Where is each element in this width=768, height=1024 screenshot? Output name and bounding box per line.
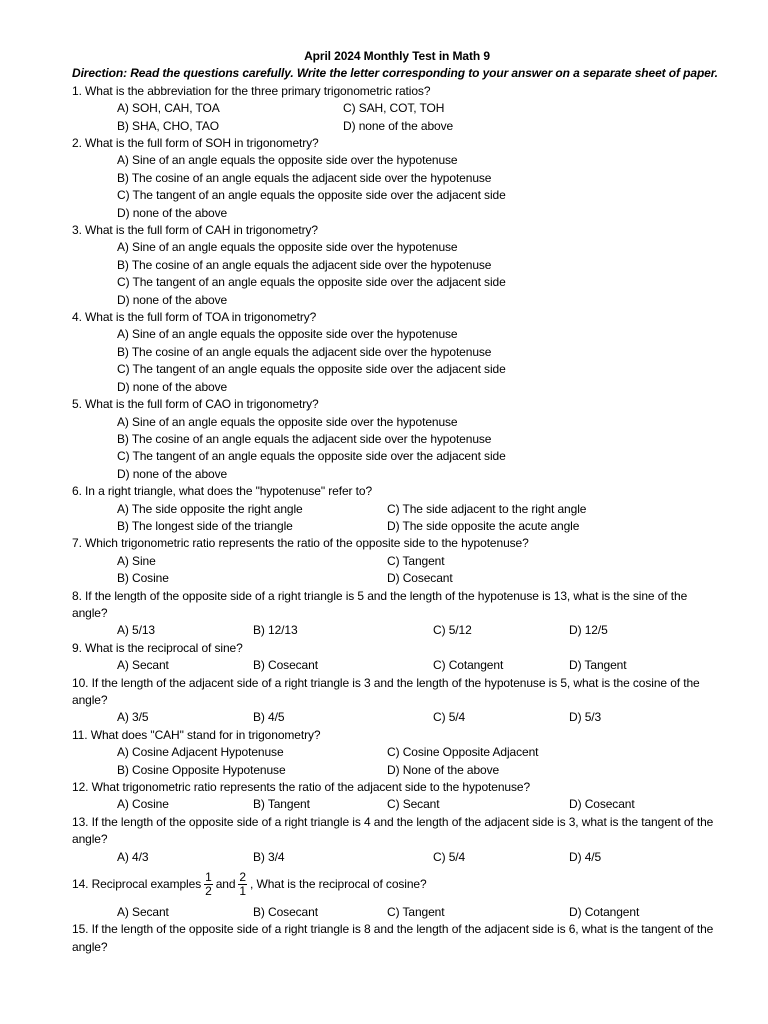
question-14-prefix: 14. Reciprocal examples — [72, 877, 202, 892]
option-d: D) 5/3 — [569, 710, 602, 725]
option-a: A) SOH, CAH, TOA — [117, 101, 220, 116]
question-14-and: and — [215, 877, 236, 892]
option-b: B) SHA, CHO, TAO — [117, 118, 219, 133]
option-b: B) 3/4 — [253, 849, 285, 864]
option-b: B) Cosine Opposite Hypotenuse — [117, 762, 286, 777]
option-a: A) Secant — [117, 904, 169, 919]
options-list — [72, 152, 722, 222]
option-c: C) 5/4 — [433, 849, 466, 864]
option-c: C) Cosine Opposite Adjacent — [387, 745, 539, 760]
option-a: A) 4/3 — [117, 849, 149, 864]
options-row — [72, 518, 722, 535]
options-row — [72, 118, 722, 135]
option-a: A) Sine of an angle equals the opposite side over the hypotenuse — [117, 240, 458, 255]
option-d: D) Cotangent — [569, 904, 640, 919]
question-9: 9. What is the reciprocal of sine? — [72, 640, 243, 655]
options-row — [72, 501, 722, 518]
option-d: D) The side opposite the acute angle — [387, 518, 580, 533]
option-a: A) Sine of an angle equals the opposite side over the hypotenuse — [117, 414, 458, 429]
option-a: A) Sine of an angle equals the opposite side over the hypotenuse — [117, 327, 458, 342]
question-3: 3. What is the full form of CAH in trigonometry? — [72, 223, 318, 238]
fraction-numerator: 2 — [239, 870, 246, 885]
question-1: 1. What is the abbreviation for the three primary trigonometric ratios? — [72, 83, 431, 98]
fraction-denominator: 1 — [239, 884, 246, 899]
option-d: D) none of the above — [343, 118, 454, 133]
option-b: B) Cosine — [117, 571, 169, 586]
option-d: D) Cosecant — [387, 571, 453, 586]
options-list — [72, 239, 722, 309]
option-b: B) The cosine of an angle equals the adjacent side over the hypotenuse — [117, 257, 492, 272]
option-d: D) none of the above — [117, 292, 228, 307]
option-a: A) Cosine — [117, 797, 169, 812]
options-row — [72, 796, 722, 813]
option-c: C) The tangent of an angle equals the opposite side over the adjacent side — [117, 275, 506, 290]
option-c: C) 5/12 — [433, 623, 472, 638]
question-15: 15. If the length of the opposite side of a right triangle is 8 and the length of the adjacent side is 6, what is the tangent of the angle? — [72, 922, 714, 954]
option-b: B) Cosecant — [253, 658, 318, 673]
options-row — [72, 709, 722, 726]
question-11: 11. What does "CAH" stand for in trigonometry? — [72, 727, 321, 742]
option-d: D) None of the above — [387, 762, 500, 777]
directions: Direction: Read the questions carefully. Write the letter corresponding to your answer on a separate sheet of paper. — [72, 66, 718, 81]
option-b: B) The longest side of the triangle — [117, 518, 293, 533]
option-a: A) 5/13 — [117, 623, 155, 638]
option-a: A) The side opposite the right angle — [117, 501, 303, 516]
option-d: D) Cosecant — [569, 797, 635, 812]
option-c: C) Tangent — [387, 553, 445, 568]
option-a: A) Cosine Adjacent Hypotenuse — [117, 745, 284, 760]
options-row — [72, 100, 722, 117]
question-4: 4. What is the full form of TOA in trigonometry? — [72, 310, 317, 325]
question-7: 7. Which trigonometric ratio represents the ratio of the opposite side to the hypotenuse? — [72, 536, 529, 551]
option-d: D) none of the above — [117, 205, 228, 220]
option-c: C) The tangent of an angle equals the opposite side over the adjacent side — [117, 449, 506, 464]
option-c: C) Secant — [387, 797, 440, 812]
options-list — [72, 326, 722, 396]
option-c: C) 5/4 — [433, 710, 466, 725]
question-14-suffix: , What is the reciprocal of cosine? — [250, 877, 427, 892]
options-row — [72, 744, 722, 761]
question-12: 12. What trigonometric ratio represents the ratio of the adjacent side to the hypotenuse? — [72, 779, 531, 794]
test-title: April 2024 Monthly Test in Math 9 — [304, 49, 490, 63]
question-2: 2. What is the full form of SOH in trigonometry? — [72, 136, 319, 150]
option-a: A) 3/5 — [117, 710, 149, 725]
options-row — [72, 657, 722, 674]
option-b: B) The cosine of an angle equals the adjacent side over the hypotenuse — [117, 170, 492, 185]
options-row — [72, 622, 722, 639]
option-c: C) The tangent of an angle equals the opposite side over the adjacent side — [117, 362, 506, 377]
option-b: B) 4/5 — [253, 710, 285, 725]
option-c: C) The tangent of an angle equals the opposite side over the adjacent side — [117, 188, 506, 203]
option-b: B) The cosine of an angle equals the adjacent side over the hypotenuse — [117, 344, 492, 359]
option-d: D) 4/5 — [569, 849, 602, 864]
option-c: C) Tangent — [387, 904, 445, 919]
options-row — [72, 762, 722, 779]
options-row — [72, 904, 722, 921]
option-d: D) none of the above — [117, 466, 228, 481]
options-row — [72, 849, 722, 866]
option-a: A) Sine of an angle equals the opposite side over the hypotenuse — [117, 153, 458, 168]
option-c: C) Cotangent — [433, 658, 504, 673]
options-row — [72, 553, 722, 570]
options-row — [72, 570, 722, 587]
fraction-denominator: 2 — [205, 884, 212, 899]
option-c: C) SAH, COT, TOH — [343, 101, 445, 116]
option-b: B) 12/13 — [253, 623, 298, 638]
fraction-two-over-one — [238, 871, 247, 898]
question-14 — [72, 866, 722, 904]
option-b: B) Cosecant — [253, 904, 318, 919]
option-a: A) Secant — [117, 658, 169, 673]
option-b: B) The cosine of an angle equals the adjacent side over the hypotenuse — [117, 431, 492, 446]
question-8: 8. If the length of the opposite side of a right triangle is 5 and the length of the hypotenuse is 13, what is the sine of the angle? — [72, 588, 688, 620]
option-c: C) The side adjacent to the right angle — [387, 501, 587, 516]
option-a: A) Sine — [117, 553, 156, 568]
question-13: 13. If the length of the opposite side of a right triangle is 4 and the length of the adjacent side is 3, what is the tangent of the angle? — [72, 814, 714, 847]
question-10: 10. If the length of the adjacent side of a right triangle is 3 and the length of the hypotenuse is 5, what is the cosine of the angle? — [72, 675, 700, 707]
option-d: D) none of the above — [117, 379, 228, 394]
test-page — [72, 48, 722, 956]
question-5: 5. What is the full form of CAO in trigonometry? — [72, 397, 319, 412]
option-b: B) Tangent — [253, 797, 310, 812]
option-d: D) 12/5 — [569, 623, 608, 638]
fraction-numerator: 1 — [205, 870, 212, 885]
option-d: D) Tangent — [569, 658, 627, 673]
options-list — [72, 414, 722, 484]
question-6: 6. In a right triangle, what does the "hypotenuse" refer to? — [72, 484, 373, 499]
fraction-one-half — [204, 871, 213, 898]
